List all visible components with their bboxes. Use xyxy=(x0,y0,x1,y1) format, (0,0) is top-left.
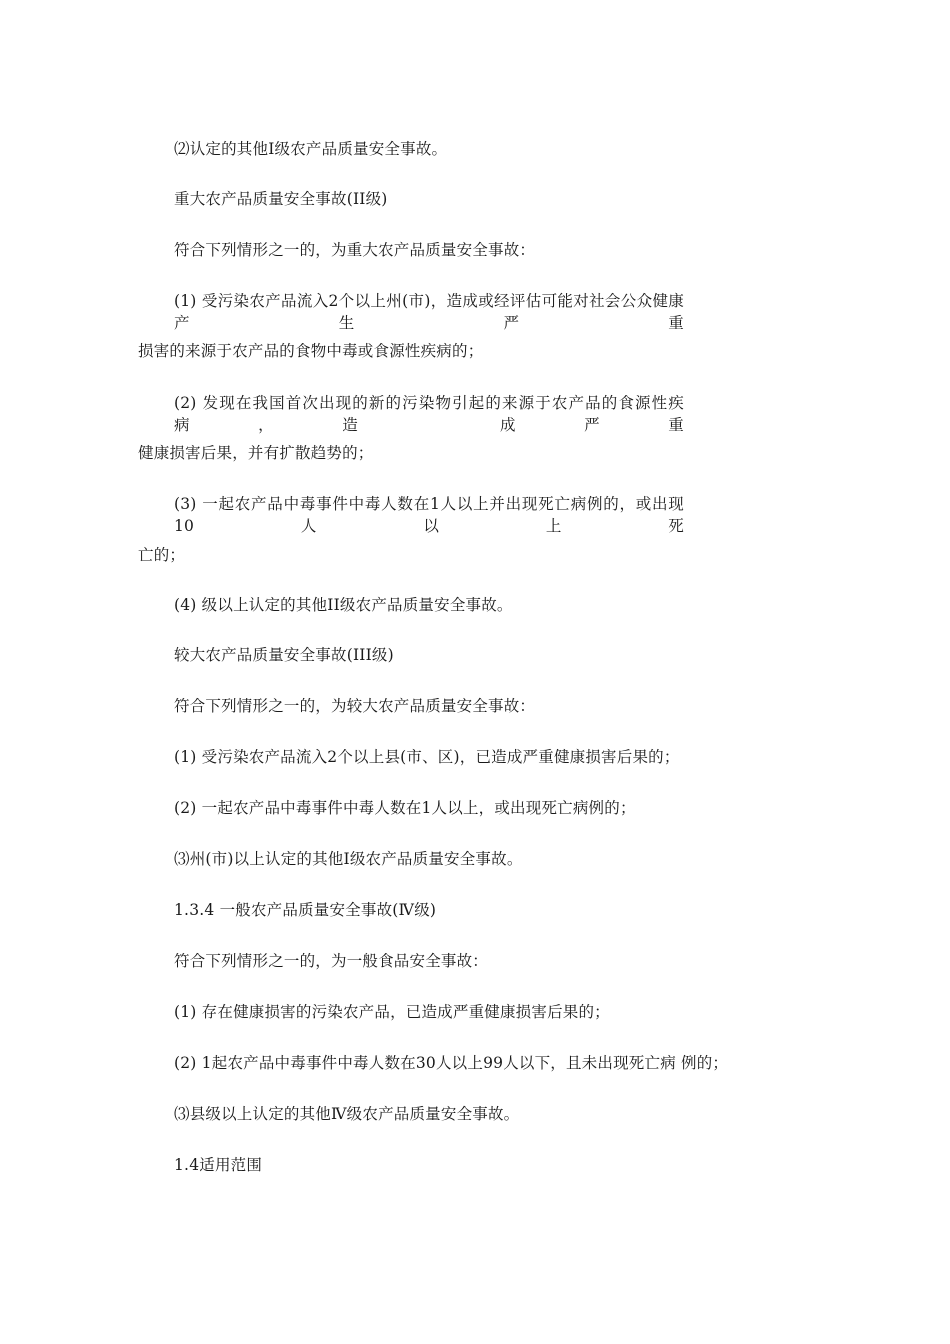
paragraph-line: 符合下列情形之一的，为重大农产品质量安全事故： xyxy=(174,241,536,259)
paragraph-line: (2) 发现在我国首次出现的新的污染物引起的来源于农产品的食源性疾病，造 成严重 xyxy=(174,394,684,434)
paragraph-line: ⑶县级以上认定的其他Ⅳ级农产品质量安全事故。 xyxy=(174,1105,520,1123)
section-heading: 较大农产品质量安全事故(III级) xyxy=(174,646,394,664)
section-heading: 1.3.4 一般农产品质量安全事故(Ⅳ级) xyxy=(174,901,437,919)
section-heading: 1.4适用范围 xyxy=(174,1156,263,1174)
paragraph-line: 损害的来源于农产品的食物中毒或食源性疾病的； xyxy=(138,342,484,360)
paragraph-line: (1) 受污染农产品流入2个以上县(市、区)，已造成严重健康损害后果的； xyxy=(174,748,680,766)
paragraph-line: (1) 存在健康损害的污染农产品，已造成严重健康损害后果的； xyxy=(174,1003,610,1021)
paragraph-line: 符合下列情形之一的，为一般食品安全事故： xyxy=(174,952,489,970)
paragraph-line: (3) 一起农产品中毒事件中毒人数在1人以上并出现死亡病例的，或出现 10人以上死 xyxy=(174,495,684,535)
paragraph-line: 符合下列情形之一的，为较大农产品质量安全事故： xyxy=(174,697,536,715)
paragraph-line: (4) 级以上认定的其他II级农产品质量安全事故。 xyxy=(174,596,513,614)
paragraph-line: (2) 1起农产品中毒事件中毒人数在30人以上99人以下，且未出现死亡病 例的； xyxy=(174,1054,729,1072)
section-heading: 重大农产品质量安全事故(II级) xyxy=(174,190,388,208)
paragraph-line: ⑶州(市)以上认定的其他Ⅰ级农产品质量安全事故。 xyxy=(174,850,523,868)
paragraph-line: 健康损害后果，并有扩散趋势的； xyxy=(138,444,374,462)
paragraph-line: (1) 受污染农产品流入2个以上州(市)，造成或经评估可能对社会公众健康 产生严重 xyxy=(174,292,684,332)
paragraph-line: (2) 一起农产品中毒事件中毒人数在1人以上，或出现死亡病例的； xyxy=(174,799,636,817)
paragraph-line: 亡的； xyxy=(138,546,186,564)
paragraph-line: ⑵认定的其他Ⅰ级农产品质量安全事故。 xyxy=(174,140,448,158)
